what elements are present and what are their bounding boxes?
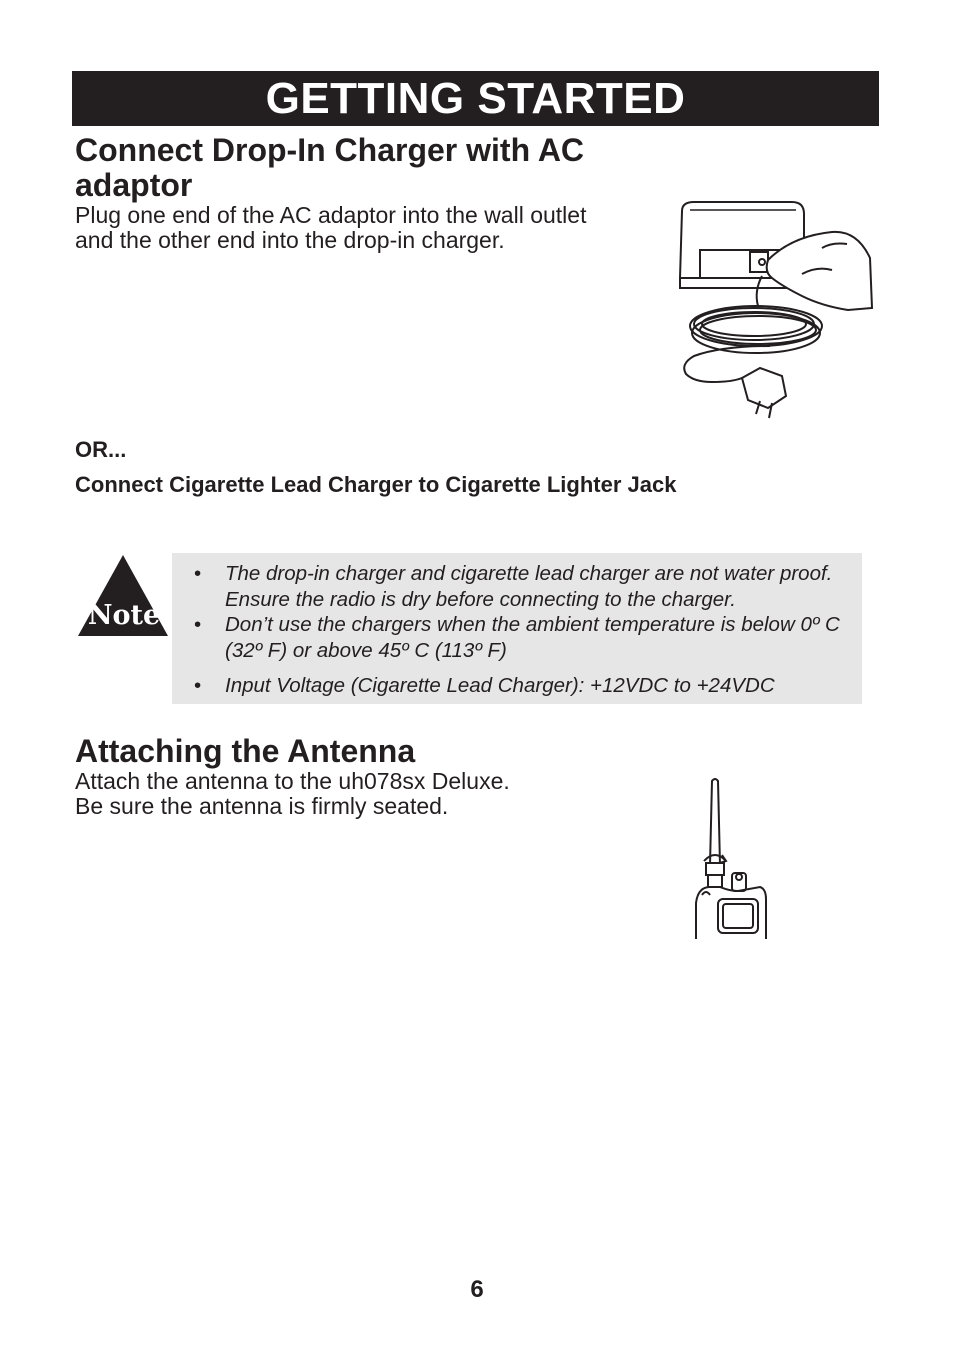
cigarette-charger-heading: Connect Cigarette Lead Charger to Cigarette Lighter Jack [75, 472, 677, 497]
note-item-2-text: Don’t use the chargers when the ambient temperature is below 0º C (32º F) or above 45º C (113º F) [225, 613, 840, 662]
charger-body-line2: and the other end into the drop-in charger. [75, 227, 505, 253]
charger-body-line1: Plug one end of the AC adaptor into the wall outlet [75, 202, 587, 228]
drop-in-charger-illustration [672, 196, 877, 426]
note-item-1 [194, 561, 855, 613]
page-banner-title: GETTING STARTED [72, 71, 879, 126]
section-heading-charger-line2: adaptor [75, 167, 193, 203]
note-item-2 [194, 612, 855, 664]
note-icon-label: Note [87, 600, 161, 631]
section-heading-antenna: Attaching the Antenna [75, 733, 416, 769]
note-icon [78, 554, 170, 637]
note-item-3-text: Input Voltage (Cigarette Lead Charger): +12VDC to +24VDC [225, 674, 775, 697]
bullet-2: • [194, 613, 202, 636]
section-heading-charger-line1: Connect Drop-In Charger with AC [75, 132, 585, 168]
note-box [172, 553, 862, 704]
antenna-body-line2: Be sure the antenna is firmly seated. [75, 793, 449, 819]
note-item-3 [194, 673, 855, 699]
page-number: 6 [470, 1276, 484, 1303]
note-item-1-text: The drop-in charger and cigarette lead charger are not water proof. Ensure the radio is dry before connecting to the charger. [225, 562, 833, 611]
antenna-radio-illustration [690, 775, 770, 940]
bullet-3: • [194, 674, 202, 697]
antenna-body-line1: Attach the antenna to the uh078sx Deluxe. [75, 768, 510, 794]
bullet-1: • [194, 562, 202, 585]
or-label: OR... [75, 437, 127, 462]
